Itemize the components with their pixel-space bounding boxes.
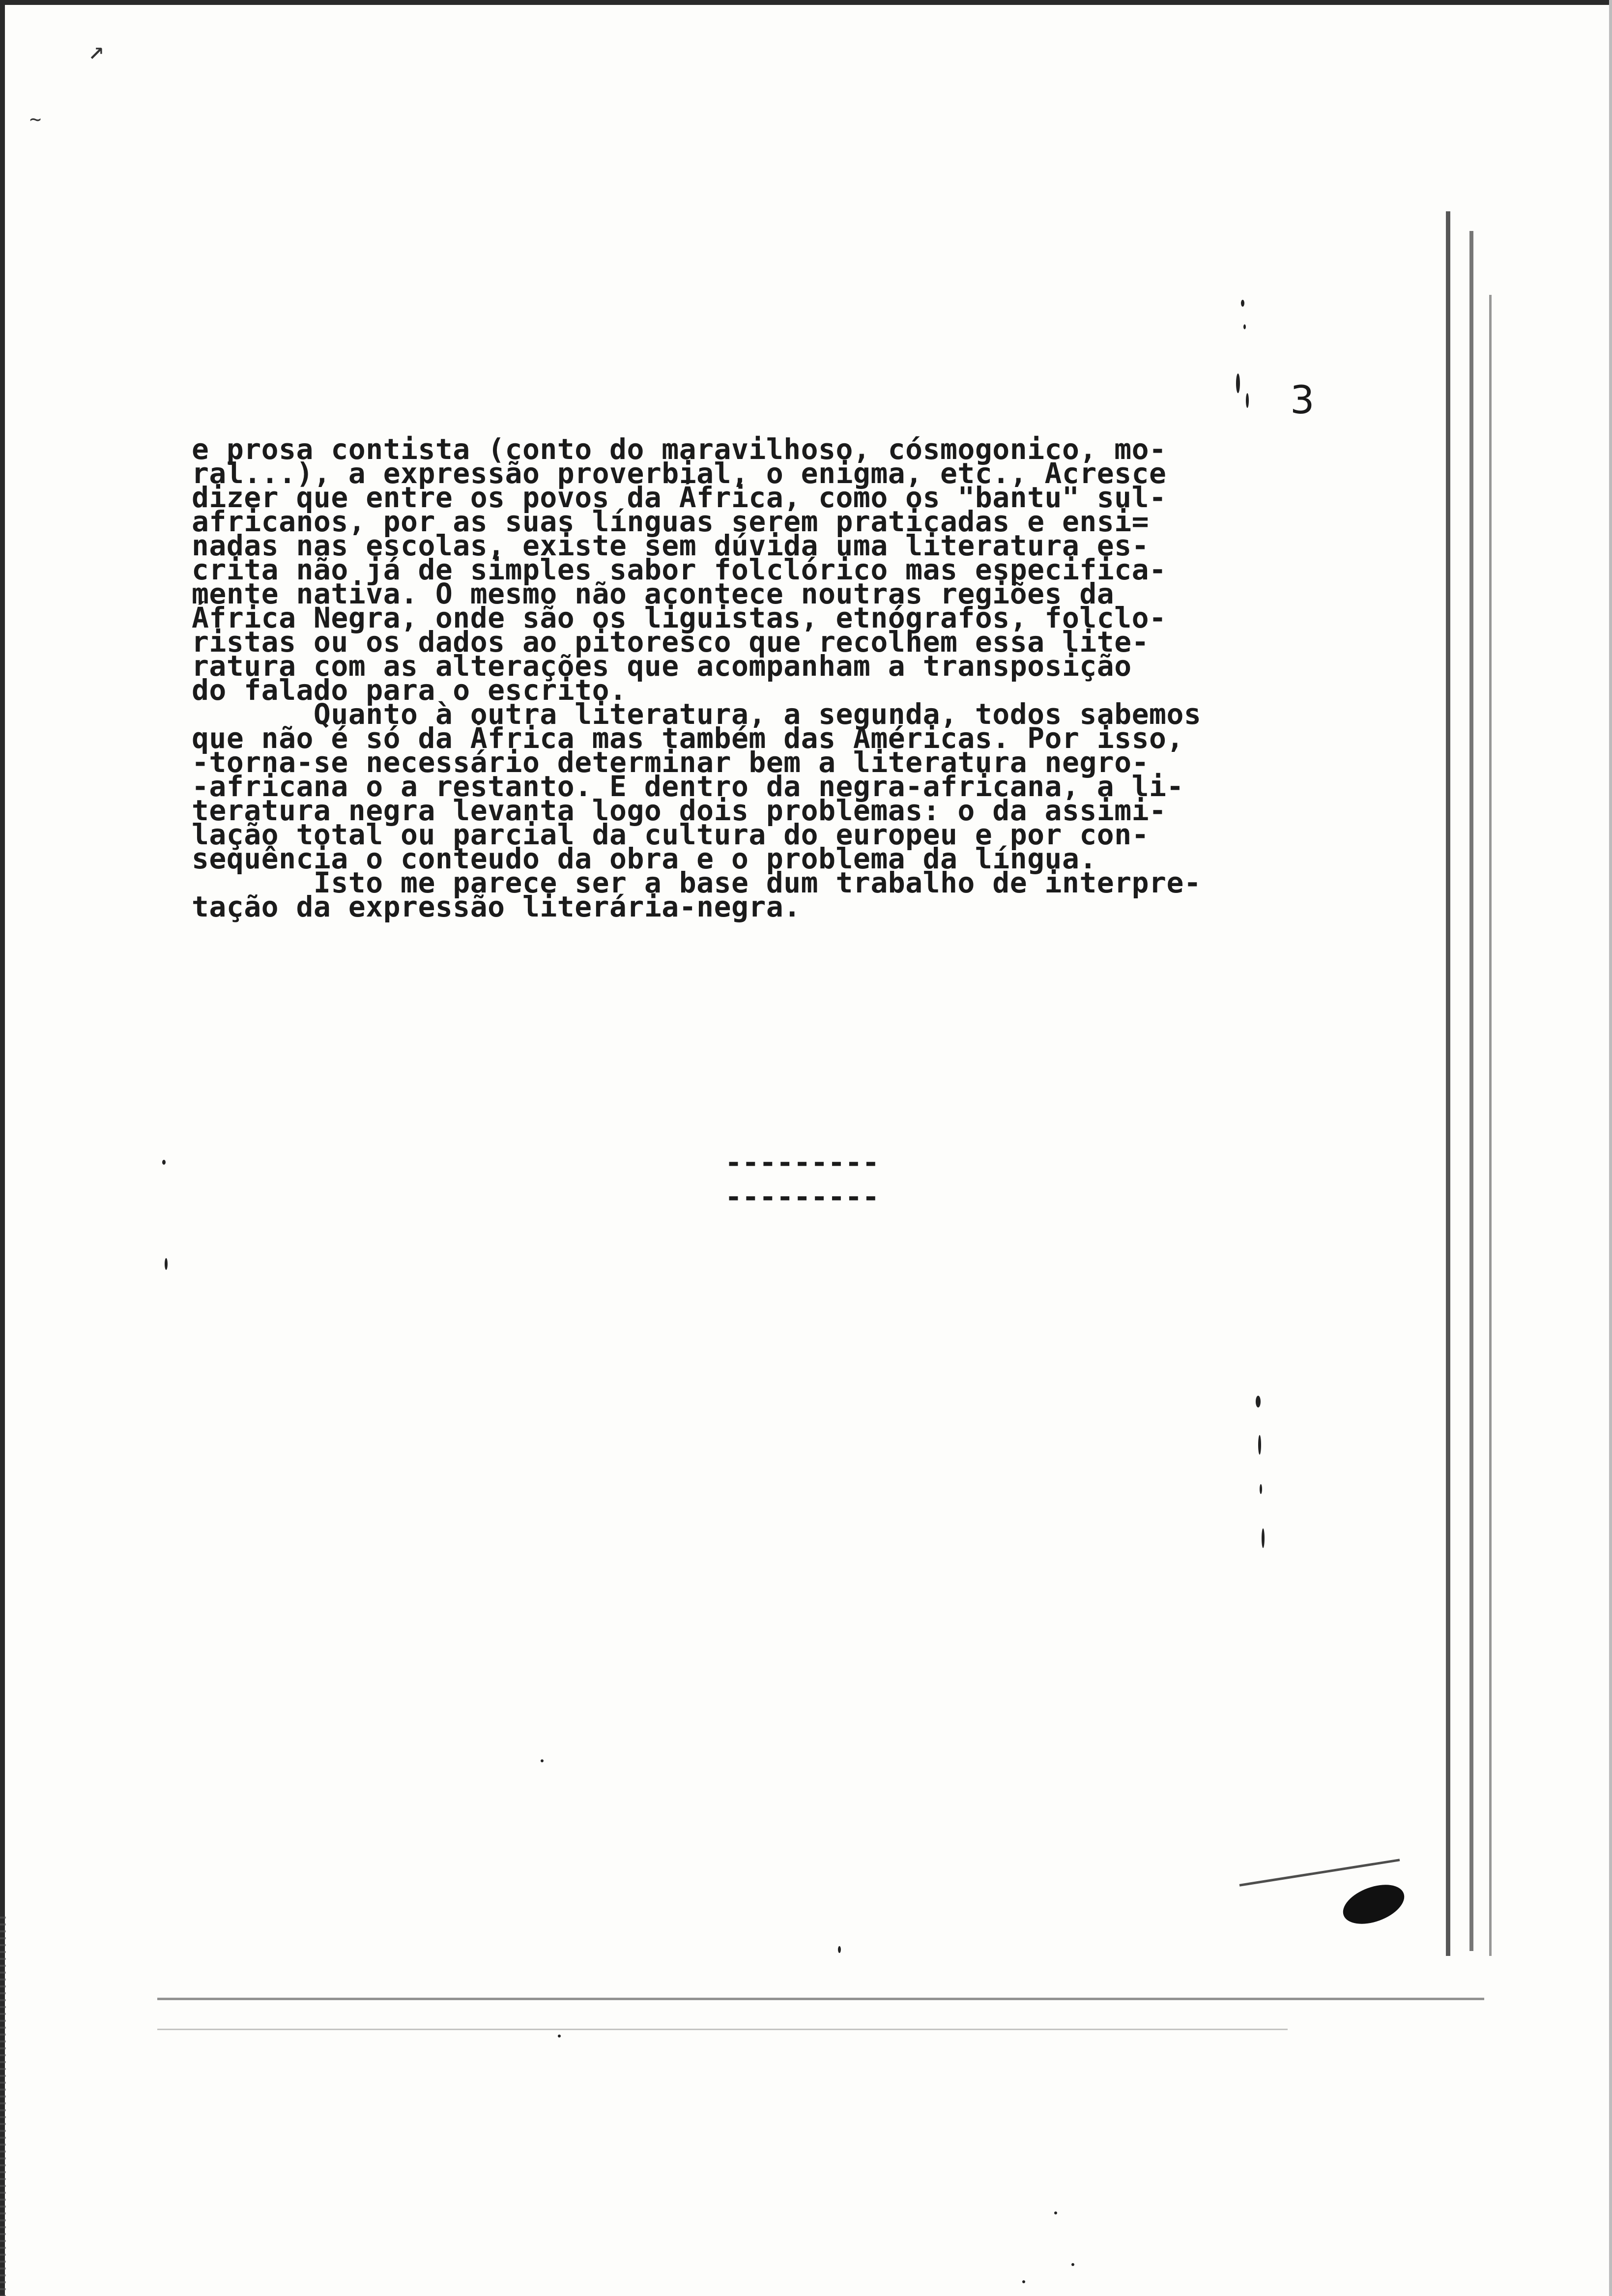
scan-edge-artifact — [0, 1917, 6, 2296]
text-line: ratura com as alterações que acompanham a transposição — [192, 649, 1132, 683]
text-line: lação total ou parcial da cultura do europeu e por con- — [192, 818, 1150, 851]
speck — [1256, 1396, 1261, 1407]
text-line: sequência o conteudo da obra e o problema da língua. — [192, 842, 1097, 875]
section-separator — [725, 1145, 879, 1214]
text-line: nadas nas escolas, existe sem dúvida uma literatura es- — [192, 529, 1150, 562]
speck — [1243, 324, 1246, 329]
text-line: ristas ou os dados ao pitoresco que recolhem essa lite- — [192, 625, 1150, 659]
text-line: teratura negra levanta logo dois problemas: o da assimi- — [192, 794, 1167, 827]
text-line: do falado para o escrito. — [192, 673, 627, 707]
text-line: ral...), a expressão proverbial, o enigma, etc., Acresce — [192, 457, 1167, 490]
scan-mark-icon: ↗ — [88, 34, 105, 65]
scan-shadow-bar — [1446, 211, 1450, 1956]
speck — [1260, 1484, 1262, 1494]
text-line: e prosa contista (conto do maravilhoso, cósmogonico, mo- — [192, 432, 1167, 466]
page-edge-top — [0, 0, 1612, 5]
speck — [1241, 300, 1244, 307]
speck — [162, 1160, 166, 1165]
speck — [558, 2035, 561, 2038]
speck — [838, 1946, 841, 1953]
scan-bottom-line — [157, 2029, 1288, 2030]
speck — [165, 1258, 168, 1270]
speck — [1246, 393, 1249, 408]
text-line: -africana o a restanto. E dentro da negra-africana, a li- — [192, 770, 1184, 803]
text-line: Quanto à outra literatura, a segunda, todos sabemos — [192, 697, 1202, 731]
text-line: -torna-se necessário determinar bem a literatura negro- — [192, 746, 1150, 779]
ink-smudge-trail — [1239, 1859, 1400, 1887]
separator-line: --------- — [725, 1180, 880, 1213]
scan-bottom-line — [157, 1998, 1484, 2000]
text-line: Isto me parece ser a base dum trabalho de interpre- — [192, 866, 1202, 899]
speck — [541, 1759, 544, 1762]
text-line: tação da expressão literária-negra. — [192, 890, 801, 923]
speck — [1022, 2280, 1025, 2283]
speck — [1258, 1435, 1261, 1455]
text-line: crita não já de simples sabor folclórico mas especifica- — [192, 553, 1167, 586]
ink-smudge — [1338, 1877, 1410, 1931]
page-edge-right — [1609, 0, 1612, 2296]
speck — [1071, 2263, 1074, 2266]
body-text — [192, 432, 1347, 923]
text-line: dizer que entre os povos da África, como os "bantu" sul- — [192, 481, 1167, 514]
speck — [1054, 2211, 1057, 2214]
scan-shadow-bar — [1489, 295, 1492, 1956]
speck — [1262, 1528, 1265, 1548]
page-number: 3 — [1290, 378, 1315, 423]
text-line: mente nativa. O mesmo não acontece noutras regiões da — [192, 577, 1115, 610]
scan-shadow-bar — [1469, 231, 1473, 1951]
text-line: que não é só da África mas também das Américas. Por isso, — [192, 721, 1184, 755]
scan-mark-icon: ~ — [29, 108, 42, 131]
text-line: África Negra, onde são os liguistas, etnógrafos, folclo- — [192, 601, 1167, 634]
separator-line: --------- — [725, 1146, 880, 1179]
text-line: africanos, por as suas línguas serem praticadas e ensi= — [192, 505, 1150, 538]
speck — [1236, 373, 1240, 393]
